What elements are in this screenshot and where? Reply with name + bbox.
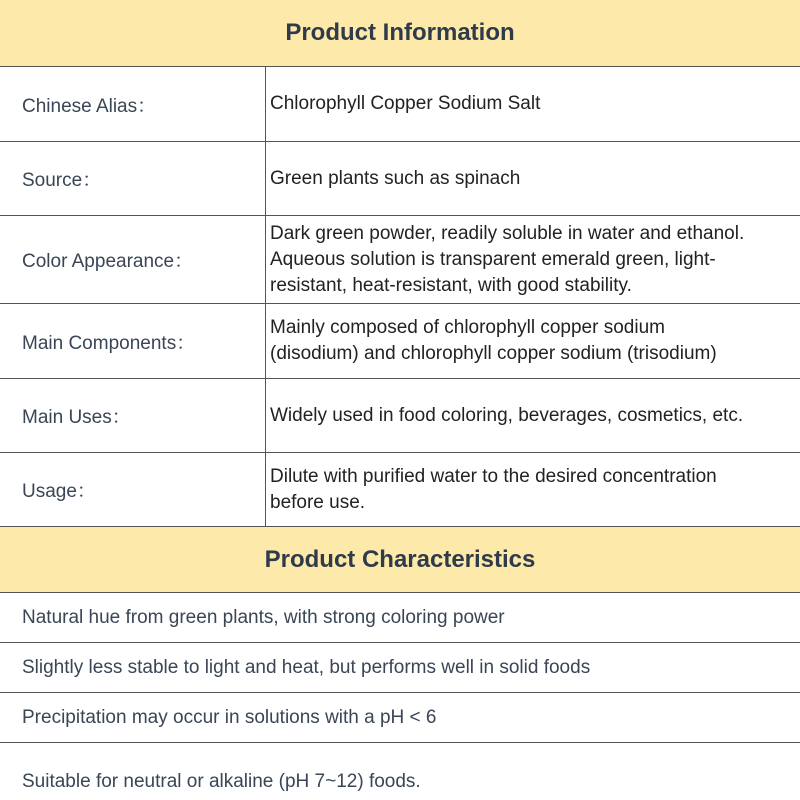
info-row-usage <box>0 453 800 527</box>
info-row-main-components <box>0 304 800 379</box>
characteristic-item: Suitable for neutral or alkaline (pH 7~12) foods. <box>22 771 421 792</box>
info-value: Chlorophyll Copper Sodium Salt <box>270 93 541 114</box>
info-label: Main Components： <box>0 304 266 378</box>
info-value: Mainly composed of chlorophyll copper sodium (disodium) and chlorophyll copper sodium (trisodium) <box>270 317 717 364</box>
info-label: Main Uses： <box>0 379 266 452</box>
info-value: Dark green powder, readily soluble in water and ethanol. Aqueous solution is transparent emerald green, light- resistant, heat-resistant, with good stability. <box>270 222 745 296</box>
info-label: Usage： <box>0 453 266 526</box>
characteristic-item: Natural hue from green plants, with strong coloring power <box>0 593 800 643</box>
info-row-main-uses <box>0 379 800 453</box>
characteristic-item: Precipitation may occur in solutions with a pH < 6 <box>0 693 800 743</box>
product-characteristics-title: Product Characteristics <box>264 545 536 573</box>
info-row-chinese-alias <box>0 67 800 142</box>
info-row-source <box>0 142 800 216</box>
info-label: Color Appearance： <box>0 216 266 303</box>
characteristic-item: Slightly less stable to light and heat, but performs well in solid foods <box>0 643 800 693</box>
info-label: Chinese Alias： <box>0 67 266 141</box>
product-information-title: Product Information <box>285 19 515 46</box>
product-information-header <box>0 0 800 67</box>
info-row-color-appearance <box>0 216 800 304</box>
info-label: Source： <box>0 142 266 215</box>
info-value: Widely used in food coloring, beverages, cosmetics, etc. <box>270 404 744 426</box>
product-characteristics-header <box>0 527 800 593</box>
info-value: Green plants such as spinach <box>270 167 521 189</box>
info-value: Dilute with purified water to the desired concentration before use. <box>270 465 717 513</box>
